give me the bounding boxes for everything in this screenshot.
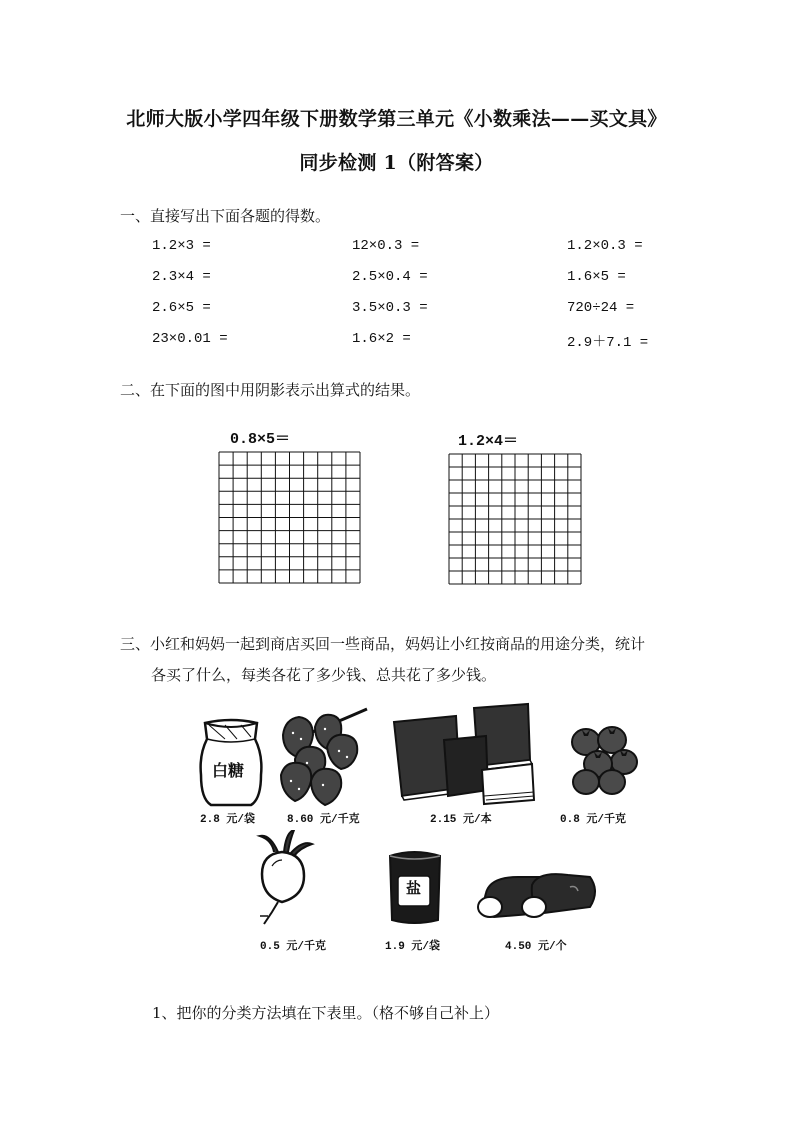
price-label: 2.15 元/本 — [430, 814, 492, 826]
calc-item: 1.2×3 = — [152, 238, 211, 254]
notebook-icon — [390, 700, 540, 810]
section3-heading: 三、小红和妈妈一起到商店买回一些商品，妈妈让小红按商品的用途分类，统计 — [120, 635, 646, 653]
price-label: 2.8 元/袋 — [200, 814, 256, 826]
strawberry-icon — [275, 705, 375, 813]
price-label: 0.8 元/千克 — [560, 814, 627, 826]
section2-heading: 二、在下面的图中用阴影表示出算式的结果。 — [120, 381, 421, 399]
grid-label: 0.8×5＝ — [230, 431, 291, 448]
calc-item: 1.6×5 = — [567, 269, 626, 285]
grid-label: 1.2×4＝ — [458, 433, 519, 450]
calc-item: 2.9＋7.1 = — [567, 335, 649, 351]
page-subtitle: 同步检测 1（附答案） — [299, 152, 494, 174]
bread-icon — [472, 873, 602, 923]
tomato-icon — [568, 722, 640, 798]
calc-item: 3.5×0.3 = — [352, 300, 428, 316]
page-title: 北师大版小学四年级下册数学第三单元《小数乘法——买文具》 — [126, 108, 667, 130]
price-label: 4.50 元/个 — [505, 941, 567, 953]
sub-question-1: 1、把你的分类方法填在下表里。（格不够自己补上） — [152, 1004, 500, 1022]
calc-item: 23×0.01 = — [152, 331, 228, 347]
hundred-grid — [218, 451, 361, 584]
calc-item: 2.5×0.4 = — [352, 269, 428, 285]
sugar-bag-text: 白糖 — [212, 761, 245, 780]
calc-item: 1.2×0.3 = — [567, 238, 643, 254]
calc-item: 12×0.3 = — [352, 238, 420, 254]
salt-bag-text: 盐 — [406, 879, 422, 897]
price-label: 8.60 元/千克 — [287, 814, 360, 826]
section1-heading: 一、直接写出下面各题的得数。 — [120, 207, 331, 225]
hundred-grid — [448, 453, 582, 585]
price-label: 0.5 元/千克 — [260, 941, 327, 953]
calc-item: 720÷24 = — [567, 300, 635, 316]
price-label: 1.9 元/袋 — [385, 941, 441, 953]
calc-item: 2.3×4 = — [152, 269, 211, 285]
radish-icon — [250, 830, 320, 926]
calc-item: 1.6×2 = — [352, 331, 411, 347]
calc-item: 2.6×5 = — [152, 300, 211, 316]
section3-heading-cont: 各买了什么，每类各花了多少钱、总共花了多少钱。 — [151, 666, 497, 684]
